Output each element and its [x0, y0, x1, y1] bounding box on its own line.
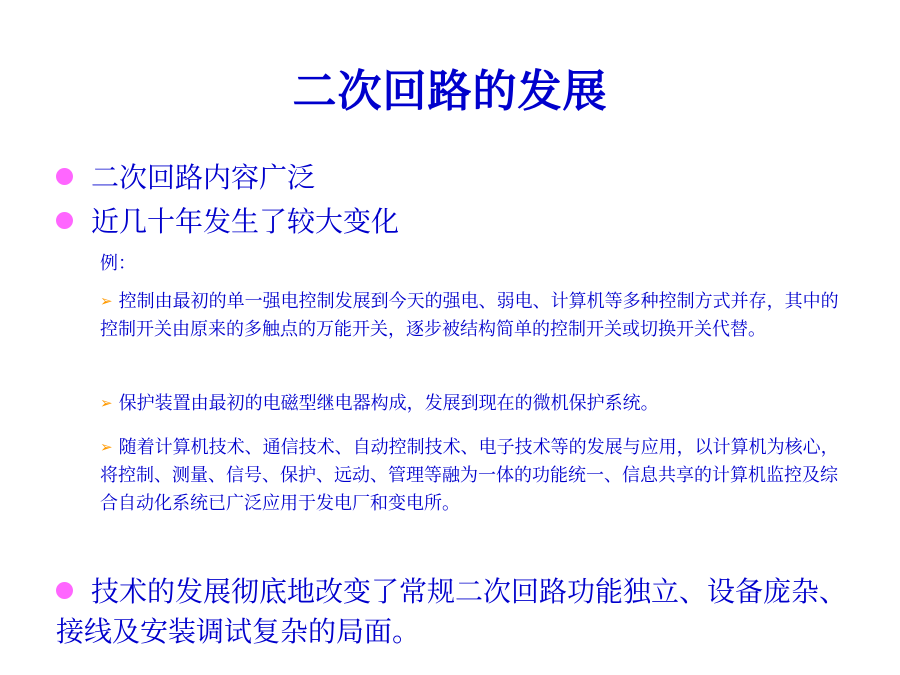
sub-point-text: 控制由最初的单一强电控制发展到今天的强电、弱电、计算机等多种控制方式并存，其中的控制开关由原来的多触点的万能开关，逐步被结构简单的控制开关或切换开关代替。: [100, 291, 839, 340]
final-bullet: [56, 572, 856, 652]
sub-point-text: 保护装置由最初的电磁型继电器构成，发展到现在的微机保护系统。: [118, 393, 659, 414]
bullet-item: [56, 204, 399, 240]
bullet-text: 二次回路内容广泛: [91, 161, 316, 194]
sub-point-text: 随着计算机技术、通信技术、自动控制技术、电子技术等的发展与应用，以计算机为核心，将控制、测量、信号、保护、远动、管理等融为一体的功能统一、信息共享的计算机监控及综合自动化系统已广泛应用于发电厂和变电所。: [100, 437, 839, 514]
bullet-dot-icon: [56, 168, 73, 185]
sub-point: [100, 288, 840, 344]
bullet-item: [56, 160, 315, 196]
example-label: 例：: [100, 253, 136, 274]
arrow-bullet-icon: ➢: [100, 292, 113, 310]
bullet-dot-icon: [56, 582, 73, 599]
slide-title: 二次回路的发展: [292, 66, 608, 117]
bullet-text: 近几十年发生了较大变化: [91, 205, 400, 238]
bullet-dot-icon: [56, 212, 73, 229]
final-bullet-text: 技术的发展彻底地改变了常规二次回路功能独立、设备庞杂、接线及安装调试复杂的局面。: [56, 575, 848, 648]
sub-point: [100, 390, 840, 418]
sub-point: [100, 434, 840, 518]
arrow-bullet-icon: ➢: [100, 394, 113, 412]
arrow-bullet-icon: ➢: [100, 438, 113, 456]
